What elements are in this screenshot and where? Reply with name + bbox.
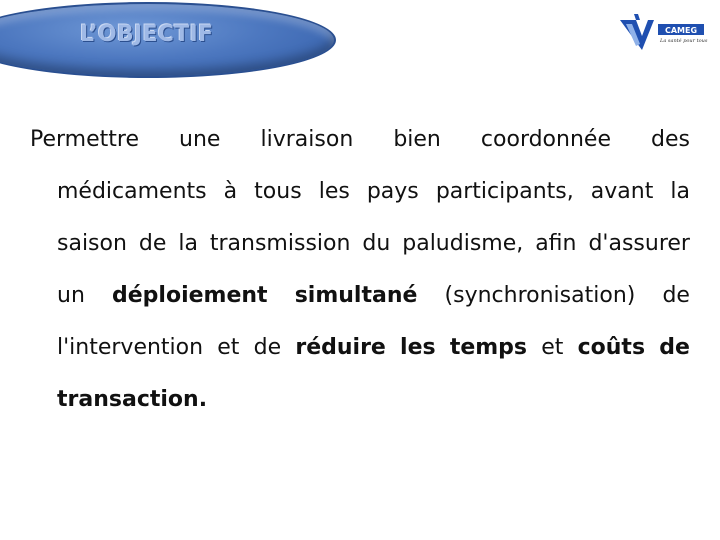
paragraph-word: avant [590, 179, 654, 204]
paragraph-word: un [57, 283, 85, 308]
paragraph-word: coûts [577, 335, 646, 360]
slide-title: L’OBJECTIF [80, 22, 214, 47]
paragraph-word: coordonnée [480, 127, 611, 152]
paragraph-line [30, 322, 690, 374]
paragraph-word: livraison [260, 127, 354, 152]
paragraph-word: Permettre [30, 127, 139, 152]
paragraph-word: les [318, 179, 350, 204]
paragraph-word: (synchronisation) [444, 283, 636, 308]
paragraph-word: bien [393, 127, 441, 152]
paragraph-word: tous [254, 179, 302, 204]
paragraph-word: et [217, 335, 240, 360]
paragraph-line [30, 114, 690, 166]
paragraph-word: et [541, 335, 564, 360]
paragraph-word: d'assurer [588, 231, 690, 256]
paragraph-word: l'intervention [57, 335, 204, 360]
paragraph-word: de [662, 283, 690, 308]
paragraph-word: les [400, 335, 436, 360]
paragraph-word: à [223, 179, 238, 204]
paragraph-word: transmission [209, 231, 351, 256]
paragraph-line [30, 374, 690, 426]
paragraph-word: de [253, 335, 282, 360]
cameg-logo [618, 14, 710, 54]
paragraph-word: de [138, 231, 167, 256]
paragraph-line [30, 218, 690, 270]
paragraph-line [30, 270, 690, 322]
paragraph-word: une [179, 127, 221, 152]
paragraph-word: participants, [435, 179, 574, 204]
paragraph-word: afin [535, 231, 577, 256]
paragraph-word: du [362, 231, 391, 256]
paragraph-word: simultané [294, 283, 418, 308]
paragraph-word: la [178, 231, 198, 256]
paragraph-word: de [659, 335, 690, 360]
paragraph-word: réduire [295, 335, 386, 360]
paragraph-word: paludisme, [402, 231, 524, 256]
paragraph-word: pays [366, 179, 419, 204]
paragraph-word: la [670, 179, 690, 204]
paragraph-line [30, 166, 690, 218]
paragraph-word: temps [449, 335, 528, 360]
paragraph-word: saison [57, 231, 127, 256]
paragraph-word: des [651, 127, 690, 152]
logo-tagline: La santé pour tous [660, 38, 708, 44]
paragraph-word: déploiement [112, 283, 268, 308]
paragraph-word: transaction. [57, 387, 208, 412]
paragraph-word: médicaments [57, 179, 207, 204]
objective-paragraph [30, 114, 690, 426]
logo-name: CAMEG [664, 26, 698, 35]
